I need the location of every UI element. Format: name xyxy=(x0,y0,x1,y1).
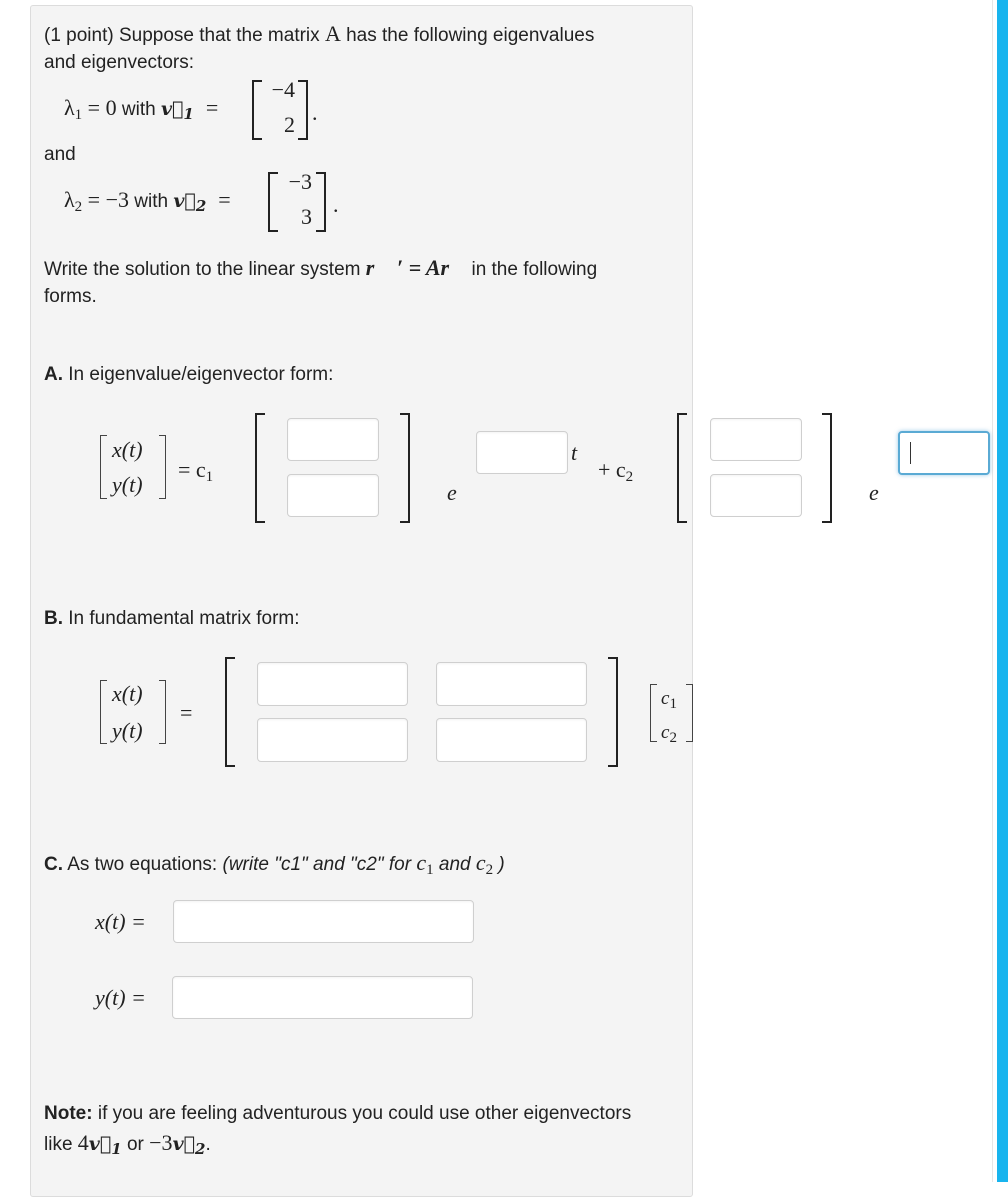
part-a-v2-bottom-input[interactable] xyxy=(710,474,802,517)
v1-bottom: 2 xyxy=(284,112,295,137)
part-a-y-t: y(t) xyxy=(112,472,143,497)
part-b-matrix-r1c2-input[interactable] xyxy=(436,662,587,706)
eigenvalue-2: $\lambda_2 = -3$ with $v⃗_2$ = xyxy=(64,187,231,215)
system-line-1: Write the solution to the linear system r⃗ ′ = Ar⃗ in the following xyxy=(44,255,598,280)
part-c-y-input[interactable] xyxy=(172,976,473,1019)
part-b-x-t: x(t) xyxy=(112,681,143,706)
part-a-lhs-left-bracket xyxy=(100,435,107,499)
part-b-matrix-r2c1-input[interactable] xyxy=(257,718,408,762)
part-c-x-label: x(t) = xyxy=(95,909,146,934)
part-a-v1-top-input[interactable] xyxy=(287,418,379,461)
part-a-plus-c2: + $c_2$ xyxy=(598,457,634,485)
system-line-2: forms. xyxy=(44,286,97,307)
part-a-e1: e xyxy=(447,480,457,505)
v2-right-bracket xyxy=(316,172,326,232)
part-b-matrix-r2c2-input[interactable] xyxy=(436,718,587,762)
part-a-e2: e xyxy=(869,480,879,505)
part-b-heading: B. In fundamental matrix form: xyxy=(44,608,300,629)
part-a-eq-c1: = $c_1$ xyxy=(178,457,214,485)
intro-line-1: (1 point) Suppose that the matrix A has the following eigenvalues xyxy=(44,21,595,46)
matrix-a-symbol: A xyxy=(324,21,341,46)
part-b-lhs-right-bracket xyxy=(159,680,166,744)
v1-period: . xyxy=(312,100,318,125)
part-b-equals: = xyxy=(180,700,193,725)
part-a-exponent1-input[interactable] xyxy=(476,431,568,474)
and-text: and xyxy=(44,144,76,165)
v1-top: −4 xyxy=(271,77,295,102)
part-b-c1: $c_1$ xyxy=(661,688,677,712)
part-b-matrix-r1c1-input[interactable] xyxy=(257,662,408,706)
part-c-y-label: y(t) = xyxy=(95,985,146,1010)
part-c-x-input[interactable] xyxy=(173,900,474,943)
part-a-v1-left-bracket xyxy=(255,413,265,523)
part-a-t: t xyxy=(571,440,578,465)
part-b-lhs-left-bracket xyxy=(100,680,107,744)
part-b-matrix-right-bracket xyxy=(608,657,618,767)
part-a-x-t: x(t) xyxy=(112,437,143,462)
right-divider xyxy=(992,0,993,1182)
system-equation: r⃗ ′ = Ar⃗ xyxy=(365,255,467,280)
part-c-heading: C. As two equations: (write "c1" and "c2" for $c_1$ and $c_2$ ) xyxy=(44,850,505,878)
scrollbar[interactable] xyxy=(997,0,1008,1182)
part-a-v1-bottom-input[interactable] xyxy=(287,474,379,517)
v2-period: . xyxy=(333,192,339,217)
v1-right-bracket xyxy=(298,80,308,140)
part-b-c2: $c_2$ xyxy=(661,722,677,746)
part-a-v2-top-input[interactable] xyxy=(710,418,802,461)
v2-top: −3 xyxy=(288,169,312,194)
part-a-lhs-right-bracket xyxy=(159,435,166,499)
part-a-v2-right-bracket xyxy=(822,413,832,523)
part-a-v1-right-bracket xyxy=(400,413,410,523)
part-a-exponent2-input[interactable] xyxy=(898,431,990,475)
intro-line-2: and eigenvectors: xyxy=(44,52,194,73)
part-a-heading: A. In eigenvalue/eigenvector form: xyxy=(44,364,334,385)
part-b-matrix-left-bracket xyxy=(225,657,235,767)
text-caret xyxy=(910,442,911,464)
part-b-c-right-bracket xyxy=(686,684,693,742)
note-line-1: Note: if you are feeling adventurous you could use other eigenvectors xyxy=(44,1103,632,1124)
part-b-c-left-bracket xyxy=(650,684,657,742)
v2-bottom: 3 xyxy=(301,204,312,229)
note-line-2: like $4v⃗_1$ or $-3v⃗_2$. xyxy=(44,1130,211,1158)
part-b-y-t: y(t) xyxy=(112,718,143,743)
part-a-v2-left-bracket xyxy=(677,413,687,523)
eigenvalue-1: $\lambda_1 = 0$ with $v⃗_1$ = xyxy=(64,95,219,123)
